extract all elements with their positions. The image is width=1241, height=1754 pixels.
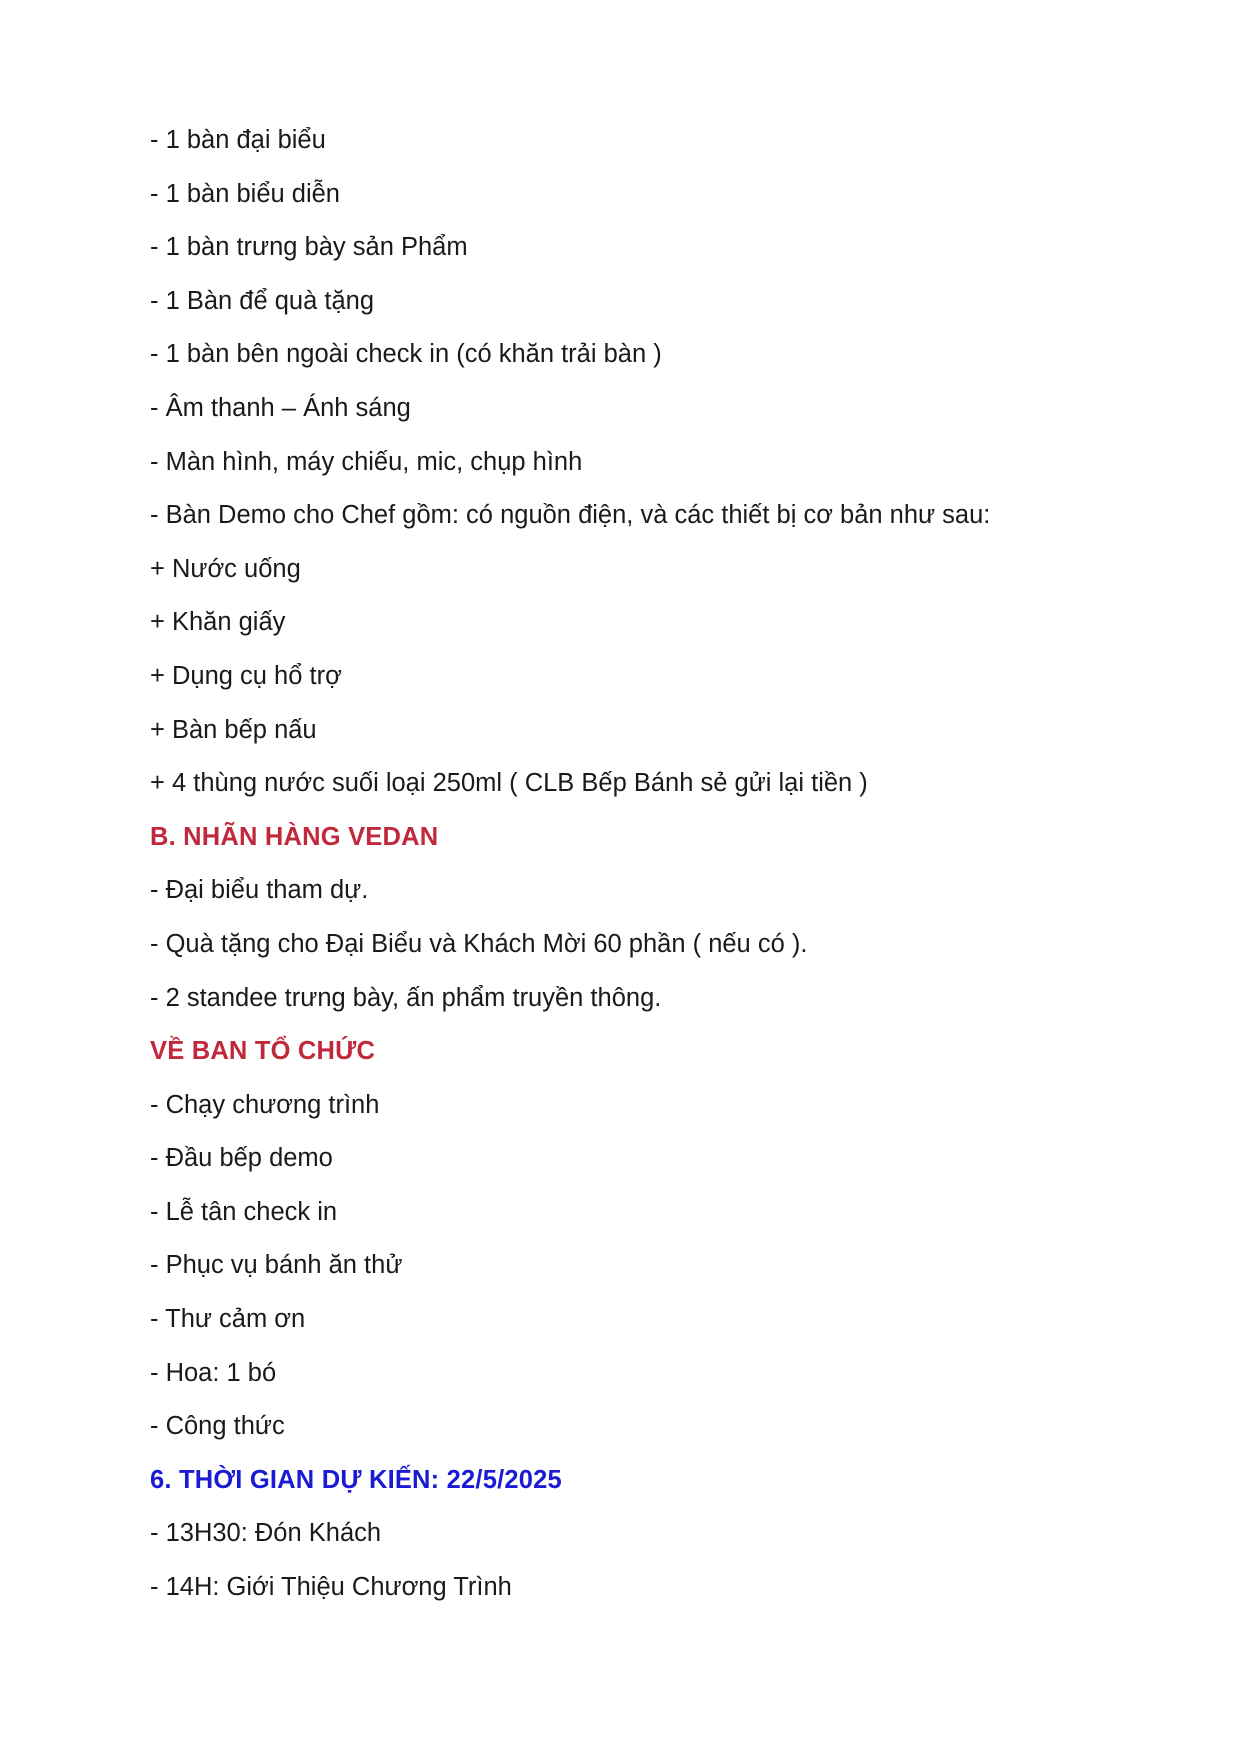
list-item: - 14H: Giới Thiệu Chương Trình [150,1573,512,1602]
list-item: - 1 bàn biểu diễn [150,179,340,208]
list-item: - Hoa: 1 bó [150,1358,277,1387]
list-item: - Màn hình, máy chiếu, mic, chụp hình [150,447,583,476]
list-item: - 13H30: Đón Khách [150,1519,382,1548]
list-item: - Đại biểu tham dự. [150,876,369,905]
section-a-list [150,118,1150,815]
document-page [150,118,1150,1619]
list-item: - Lễ tân check in [150,1197,338,1226]
list-item: - Âm thanh – Ánh sáng [150,393,411,422]
list-item: - Thư cảm ơn [150,1305,306,1334]
list-item: - 2 standee trưng bày, ấn phẩm truyền thông. [150,983,662,1012]
section-6 [150,1458,1150,1619]
list-item: - Phục vụ bánh ăn thử [150,1251,403,1280]
list-item: + Bàn bếp nấu [150,715,317,744]
list-item: - 1 bàn đại biểu [150,126,326,154]
list-item: - 1 Bàn để quà tặng [150,286,375,315]
section-b-heading: B. NHÃN HÀNG VEDAN [150,822,439,851]
list-item: - Công thức [150,1412,285,1441]
list-item: + Khăn giấy [150,608,286,637]
list-item: + 4 thùng nước suối loại 250ml ( CLB Bếp Bánh sẻ gửi lại tiền ) [150,769,868,798]
list-item: + Dụng cụ hổ trợ [150,661,342,690]
list-item: - Chạy chương trình [150,1090,380,1119]
section-b [150,815,1150,1029]
section-organizer [150,1029,1150,1458]
section-organizer-heading: VỀ BAN TỔ CHỨC [150,1037,376,1066]
list-item: - 1 bàn bên ngoài check in (có khăn trải bàn ) [150,340,662,369]
list-item: - Quà tặng cho Đại Biểu và Khách Mời 60 phần ( nếu có ). [150,929,808,958]
list-item: + Nước uống [150,554,301,583]
section-6-heading: 6. THỜI GIAN DỰ KIẾN: 22/5/2025 [150,1465,562,1494]
list-item: - 1 bàn trưng bày sản Phẩm [150,233,468,262]
list-item: - Bàn Demo cho Chef gồm: có nguồn điện, và các thiết bị cơ bản như sau: [150,501,991,530]
list-item: - Đầu bếp demo [150,1144,333,1173]
